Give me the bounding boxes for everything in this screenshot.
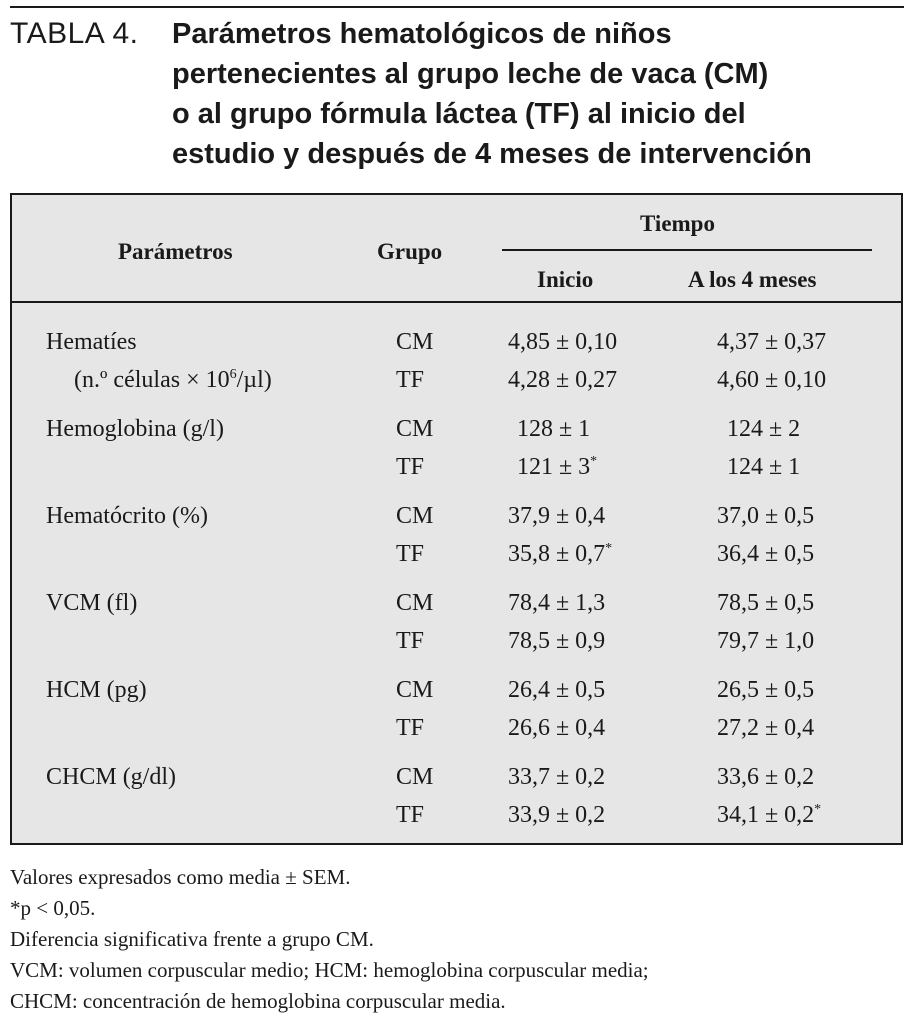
table-title xyxy=(172,14,902,174)
title-line: Parámetros hematológicos de niños xyxy=(172,18,672,50)
inicio-cell: 4,28 ± 0,27 xyxy=(508,367,618,393)
group-cell: CM xyxy=(396,764,434,790)
inicio-cell: 37,9 ± 0,4 xyxy=(508,503,606,529)
param-label: HCM (pg) xyxy=(46,677,147,703)
param-label: CHCM (g/dl) xyxy=(46,764,177,790)
header-rule xyxy=(12,301,901,303)
param-label: Hematíes xyxy=(46,329,137,355)
meses-cell: 78,5 ± 0,5 xyxy=(717,590,815,616)
meses-cell: 33,6 ± 0,2 xyxy=(717,764,815,790)
group-cell: CM xyxy=(396,503,434,529)
note-line: CHCM: concentración de hemoglobina corpuscular media. xyxy=(10,989,506,1013)
inicio-cell: 121 ± 3* xyxy=(517,454,598,480)
group-cell: TF xyxy=(396,715,425,741)
group-cell: TF xyxy=(396,628,425,654)
note-line: *p < 0,05. xyxy=(10,896,96,920)
inicio-cell: 26,6 ± 0,4 xyxy=(508,715,606,741)
param-label: VCM (fl) xyxy=(46,590,138,616)
header-4-meses: A los 4 meses xyxy=(688,267,817,292)
header-inicio: Inicio xyxy=(537,267,594,292)
note-line: VCM: volumen corpuscular medio; HCM: hemoglobina corpuscular media; xyxy=(10,958,649,982)
top-rule xyxy=(10,6,904,8)
param-label: Hemoglobina (g/l) xyxy=(46,416,224,442)
inicio-cell: 35,8 ± 0,7* xyxy=(508,541,613,567)
group-cell: TF xyxy=(396,541,425,567)
meses-cell: 4,37 ± 0,37 xyxy=(717,329,827,355)
group-cell: TF xyxy=(396,367,425,393)
data-table xyxy=(10,193,903,845)
inicio-cell: 78,5 ± 0,9 xyxy=(508,628,606,654)
title-line: o al grupo fórmula láctea (TF) al inicio del xyxy=(172,98,746,130)
table-notes xyxy=(10,862,904,1017)
group-cell: TF xyxy=(396,802,425,828)
meses-cell: 36,4 ± 0,5 xyxy=(717,541,815,567)
title-line: pertenecientes al grupo leche de vaca (CM) xyxy=(172,58,769,90)
tiempo-rule xyxy=(502,249,872,251)
meses-cell: 27,2 ± 0,4 xyxy=(717,715,815,741)
meses-cell: 79,7 ± 1,0 xyxy=(717,628,815,654)
header-parametros: Parámetros xyxy=(118,239,233,264)
note-line: Diferencia significativa frente a grupo CM. xyxy=(10,927,374,951)
group-cell: CM xyxy=(396,416,434,442)
meses-cell: 37,0 ± 0,5 xyxy=(717,503,815,529)
inicio-cell: 26,4 ± 0,5 xyxy=(508,677,606,703)
group-cell: CM xyxy=(396,590,434,616)
group-cell: CM xyxy=(396,329,434,355)
param-label: Hematócrito (%) xyxy=(46,503,208,529)
group-cell: CM xyxy=(396,677,434,703)
inicio-cell: 4,85 ± 0,10 xyxy=(508,329,618,355)
header-tiempo: Tiempo xyxy=(640,211,715,236)
note-line: Valores expresados como media ± SEM. xyxy=(10,865,351,889)
table-label: TABLA 4. xyxy=(10,17,139,50)
meses-cell: 124 ± 1 xyxy=(727,454,801,480)
inicio-cell: 33,7 ± 0,2 xyxy=(508,764,606,790)
param-label: (n.º células × $10^6/\mu l$) xyxy=(74,367,272,393)
title-line: estudio y después de 4 meses de intervención xyxy=(172,138,812,170)
group-cell: TF xyxy=(396,454,425,480)
inicio-cell: 78,4 ± 1,3 xyxy=(508,590,606,616)
meses-cell: 34,1 ± 0,2* xyxy=(717,802,822,828)
meses-cell: 26,5 ± 0,5 xyxy=(717,677,815,703)
meses-cell: 4,60 ± 0,10 xyxy=(717,367,827,393)
inicio-cell: 33,9 ± 0,2 xyxy=(508,802,606,828)
header-grupo: Grupo xyxy=(377,239,443,264)
inicio-cell: 128 ± 1 xyxy=(517,416,591,442)
meses-cell: 124 ± 2 xyxy=(727,416,801,442)
